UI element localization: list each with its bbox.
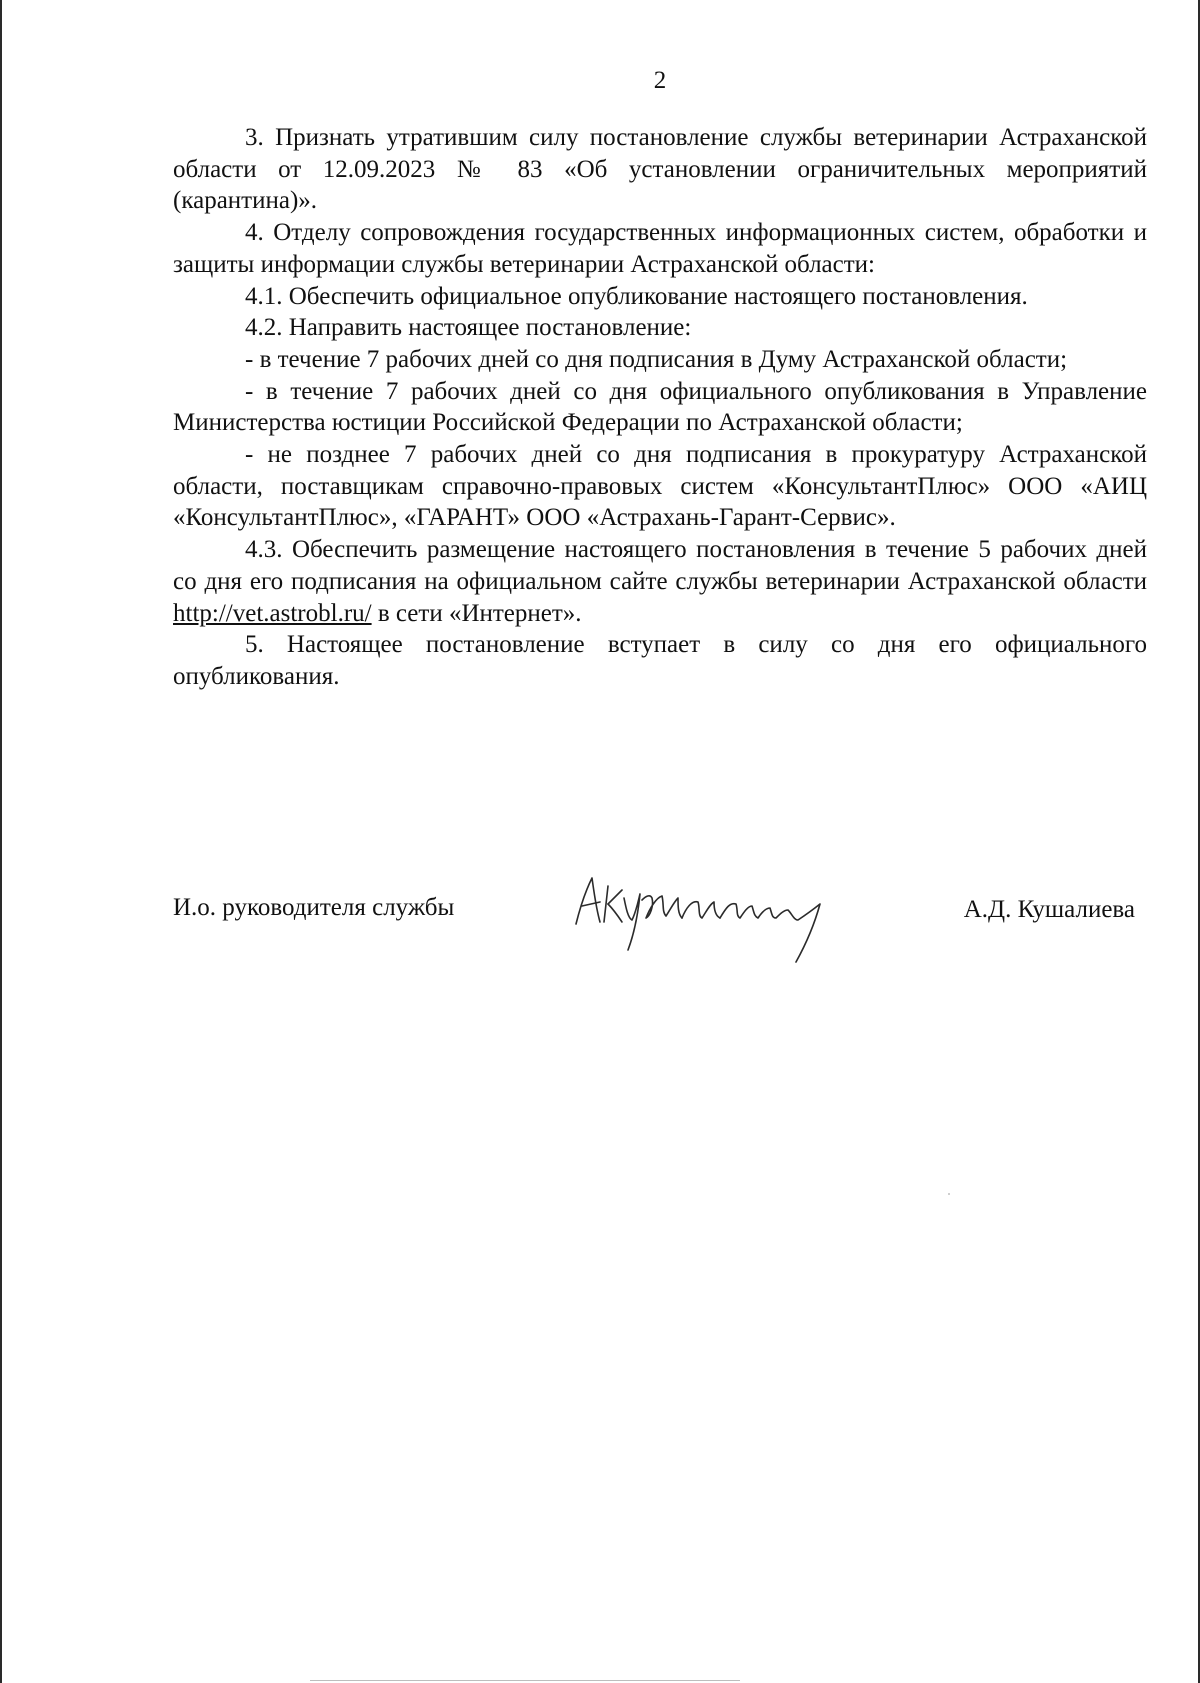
paragraph-4-3	[173, 534, 1147, 629]
page-number: 2	[653, 67, 667, 94]
handwritten-signature-icon	[570, 868, 860, 968]
website-link[interactable]: http://vet.astrobl.ru/	[173, 599, 372, 627]
paragraph-4-3-tail: в сети «Интернет».	[371, 599, 582, 627]
signatory-title: И.о. руководителя службы	[173, 894, 455, 921]
paragraph-4-2-prosecutor: - не позднее 7 рабочих дней со дня подписания в прокуратуру Астраханской области, поставщикам справочно-правовых систем «КонсультантПлюс» ООО «АИЦ «КонсультантПлюс», «ГАРАНТ» ООО «Астрахань-Гарант-Сервис».	[173, 441, 1147, 532]
paragraph-5: 5. Настоящее постановление вступает в силу со дня его официального опубликования.	[173, 631, 1147, 690]
scan-bottom-edge	[310, 1680, 740, 1681]
paragraph-4-2-duma: - в течение 7 рабочих дней со дня подписания в Думу Астраханской области;	[245, 345, 1068, 373]
scan-artifact	[948, 1193, 950, 1195]
paragraph-4-2: 4.2. Направить настоящее постановление:	[245, 314, 692, 342]
paragraph-4-1: 4.1. Обеспечить официальное опубликование настоящего постановления.	[245, 282, 1028, 310]
paragraph-4: 4. Отделу сопровождения государственных информационных систем, обработки и защиты информации службы ветеринарии Астраханской области:	[173, 219, 1147, 278]
scan-left-edge	[0, 0, 2, 1683]
paragraph-4-3-text: 4.3. Обеспечить размещение настоящего постановления в течение 5 рабочих дней со дня его подписания на официальном сайте службы ветеринарии Астраханской области	[173, 536, 1147, 595]
signatory-name: А.Д. Кушалиева	[963, 896, 1135, 923]
paragraph-3: 3. Признать утратившим силу постановление службы ветеринарии Астраханской области от 12.09.2023 № 83 «Об установлении ограничительных мероприятий (карантина)».	[173, 124, 1147, 215]
document-body	[173, 122, 1147, 693]
paragraph-4-2-justice: - в течение 7 рабочих дней со дня официального опубликования в Управление Министерства юстиции Российской Федерации по Астраханской области;	[173, 377, 1147, 437]
